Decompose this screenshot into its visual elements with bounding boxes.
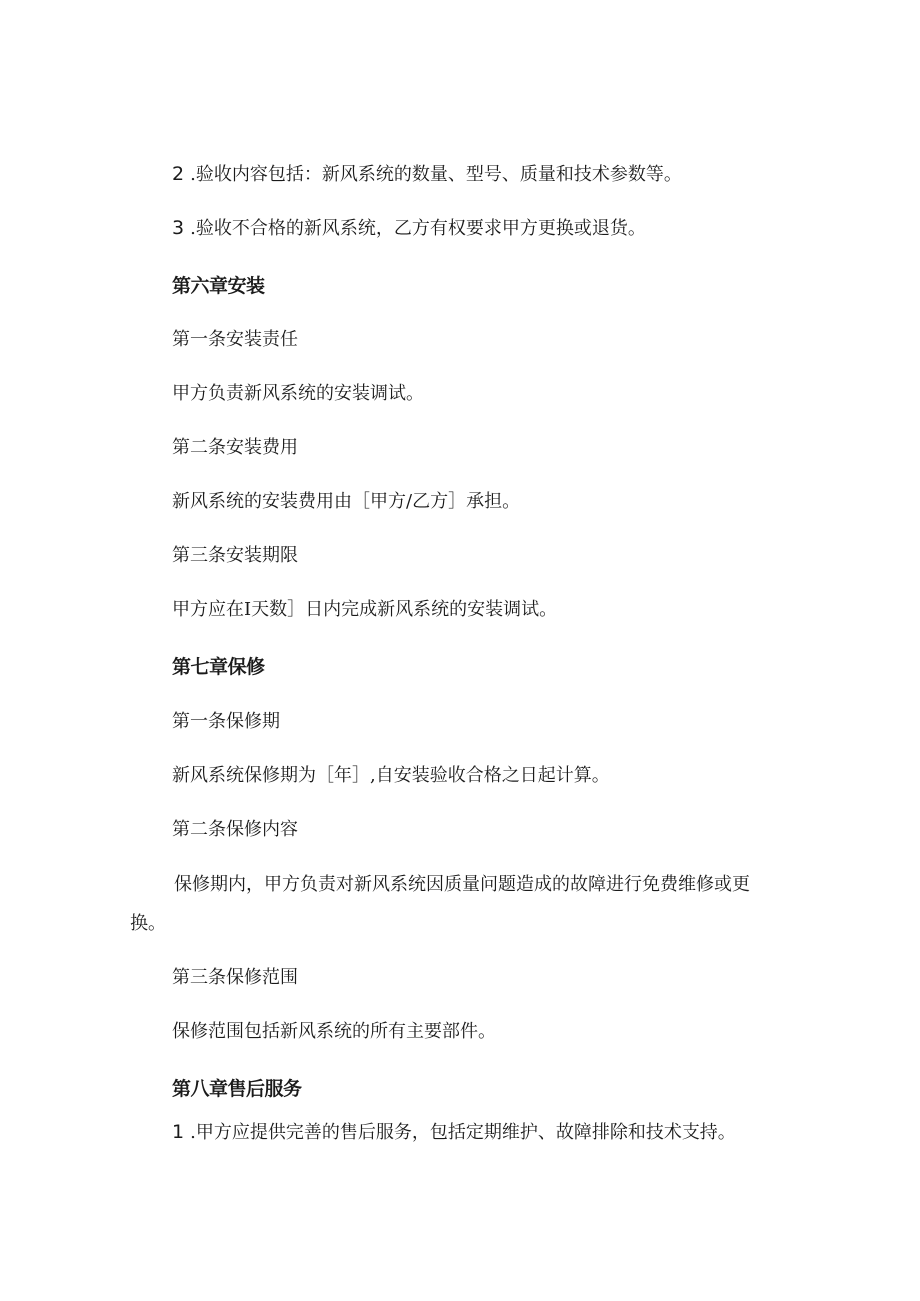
chapter-8-heading: 第八章售后服务 (172, 1078, 302, 1100)
article-title: 第二条保修内容 (172, 819, 298, 840)
article-title: 第一条保修期 (172, 711, 280, 732)
article-title: 第三条安装期限 (172, 545, 298, 566)
list-item-text: .验收内容包括：新风系统的数量、型号、质量和技术参数等。 (190, 164, 682, 185)
list-number: 1 (172, 1121, 185, 1143)
chapter-7-heading: 第七章保修 (172, 656, 265, 678)
list-number: 3 (172, 217, 185, 239)
list-item-text: .甲方应提供完善的售后服务，包括定期维护、故障排除和技术支持。 (190, 1122, 736, 1143)
article-title: 第二条安装费用 (172, 437, 298, 458)
article-body: 保修期内，甲方负责对新风系统因质量问题造成的故障进行免费维修或更换。 (130, 874, 750, 934)
article-body: 新风系统的安装费用由［甲方/乙方］承担。 (172, 491, 521, 512)
chapter-6-heading: 第六章安装 (172, 275, 265, 297)
list-item-text: .验收不合格的新风系统，乙方有权要求甲方更换或退货。 (190, 218, 646, 239)
list-number: 2 (172, 163, 185, 185)
article-body: 新风系统保修期为［年］,自安装验收合格之日起计算。 (172, 765, 610, 786)
article-body: 甲方负责新风系统的安装调试。 (172, 383, 424, 404)
article-title: 第一条安装责任 (172, 329, 298, 350)
list-item-1 (172, 1120, 736, 1145)
article-body: 甲方应在I天数］日内完成新风系统的安装调试。 (172, 599, 558, 620)
list-item-2 (172, 162, 682, 187)
article-body: 保修范围包括新风系统的所有主要部件。 (172, 1021, 496, 1042)
list-item-3 (172, 216, 646, 241)
article-title: 第三条保修范围 (172, 967, 298, 988)
